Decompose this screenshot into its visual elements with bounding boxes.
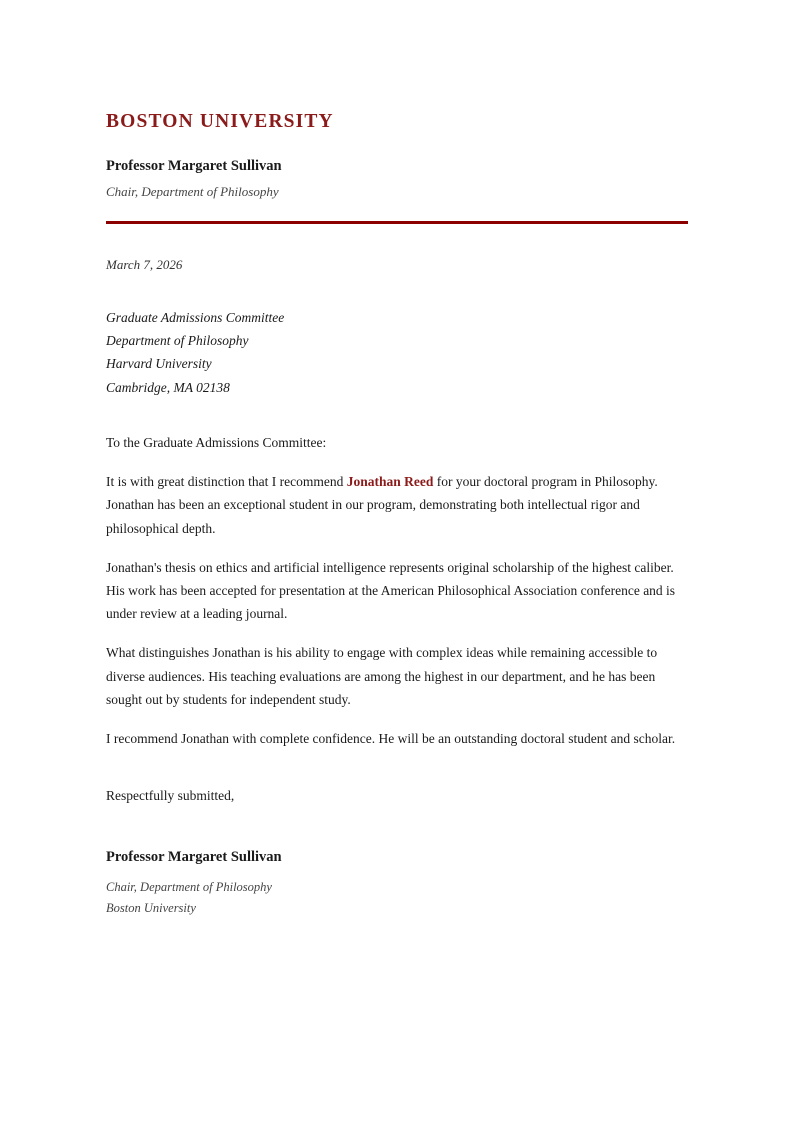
salutation: To the Graduate Admissions Committee: [106,434,327,450]
signature-organization: Boston University [106,900,196,915]
closing-line: Respectfully submitted, [106,788,235,804]
letterhead-sender-title: Chair, Department of Philosophy [106,183,279,199]
signature-title: Chair, Department of Philosophy [106,879,272,894]
paragraph-1-text-after-name: for your doctoral program in Philosophy. Jonathan has been an exceptional student in our program, demonstrating both intellectual rigor and philosophical depth. [106,474,658,536]
signature-block [106,849,688,918]
letterhead [106,112,688,224]
letterhead-sender-name: Professor Margaret Sullivan [106,157,282,174]
body-paragraph-4: I recommend Jonathan with complete confidence. He will be an outstanding doctoral student and scholar. [106,730,676,746]
letter-date: March 7, 2026 [106,257,183,273]
letterhead-divider [106,221,688,224]
body-paragraph-2: Jonathan's thesis on ethics and artificial intelligence represents original scholarship of the highest caliber. His work has been accepted for presentation at the American Philosophical Association conference and is under review at a leading journal. [106,559,676,622]
candidate-name-highlight: Jonathan Reed [346,474,434,490]
recipient-line: Cambridge, MA 02138 [106,379,230,395]
recipient-address-block [106,306,688,399]
body-paragraph-3: What distinguishes Jonathan is his ability to engage with complex ideas while remaining accessible to diverse audiences. His teaching evaluations are among the highest in our department, and he has been sought out by students for independent study. [106,645,658,707]
signature-name: Professor Margaret Sullivan [106,849,282,866]
recipient-line: Department of Philosophy [106,333,249,349]
letterhead-organization: BOSTON UNIVERSITY [106,111,334,132]
recipient-line: Harvard University [106,356,212,372]
paragraph-1-text-before-name: It is with great distinction that I recommend [106,474,347,490]
letter-content [106,112,688,919]
recipient-line: Graduate Admissions Committee [106,310,285,326]
body-paragraph-1 [106,470,688,540]
